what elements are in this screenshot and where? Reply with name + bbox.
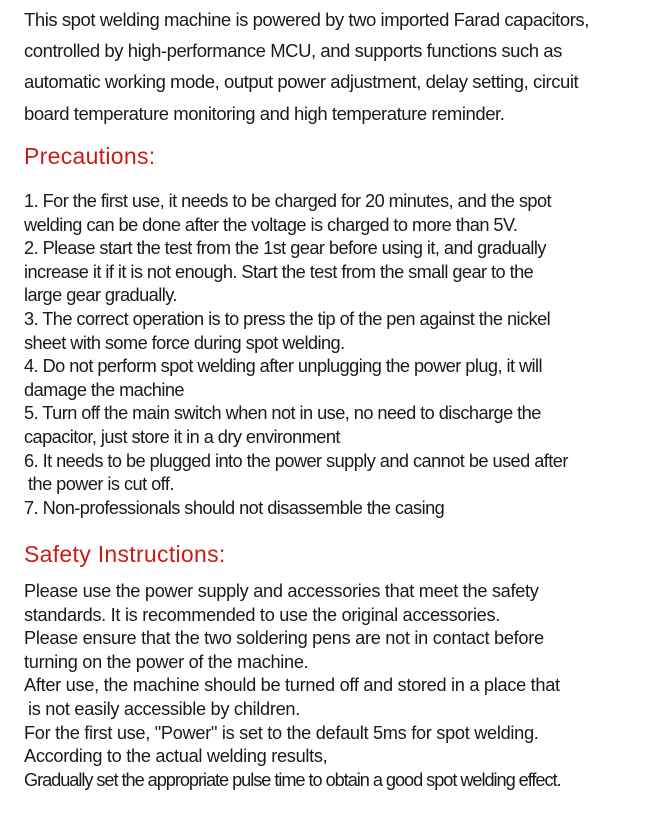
list-item: is not easily accessible by children. [28,698,300,719]
list-item: For the first use, "Power" is set to the default 5ms for spot welding. [24,722,539,743]
intro-line: board temperature monitoring and high temperature reminder. [24,102,505,124]
intro-line: automatic working mode, output power adjustment, delay setting, circuit [24,71,579,93]
list-item: According to the actual welding results, [24,746,328,767]
safety-heading: Safety Instructions: [24,541,226,567]
intro-line: This spot welding machine is powered by two imported Farad capacitors, [24,9,589,30]
safety-list [24,580,636,792]
list-item: 2. Please start the test from the 1st gear before using it, and gradually [24,238,546,259]
list-item: the power is cut off. [28,474,174,495]
list-item: 1. For the first use, it needs to be charged for 20 minutes, and the spot [24,191,552,211]
list-item: increase it if it is not enough. Start the test from the small gear to the [24,261,534,282]
list-item: After use, the machine should be turned off and stored in a place that [24,675,560,696]
list-item: sheet with some force during spot welding. [24,332,345,353]
precautions-list [24,190,636,520]
list-item: damage the machine [24,379,184,400]
list-item: 6. It needs to be plugged into the power supply and cannot be used after [24,450,568,471]
intro-paragraph [24,8,636,126]
list-item: Please use the power supply and accessories that meet the safety [24,581,539,601]
list-item: capacitor, just store it in a dry environment [24,426,340,447]
list-item: 4. Do not perform spot welding after unplugging the power plug, it will [24,356,543,377]
list-item: standards. It is recommended to use the original accessories. [24,604,501,625]
list-item: 5. Turn off the main switch when not in use, no need to discharge the [24,403,541,424]
list-item: welding can be done after the voltage is charged to more than 5V. [24,214,518,235]
list-item: Gradually set the appropriate pulse time to obtain a good spot welding effect. [24,769,561,790]
intro-line: controlled by high-performance MCU, and supports functions such as [24,40,562,62]
list-item: 7. Non-professionals should not disassemble the casing [24,497,445,518]
list-item: Please ensure that the two soldering pens are not in contact before [24,628,544,649]
list-item: 3. The correct operation is to press the tip of the pen against the nickel [24,308,551,329]
list-item: turning on the power of the machine. [24,651,309,672]
precautions-heading: Precautions: [24,143,156,169]
list-item: large gear gradually. [24,285,177,306]
